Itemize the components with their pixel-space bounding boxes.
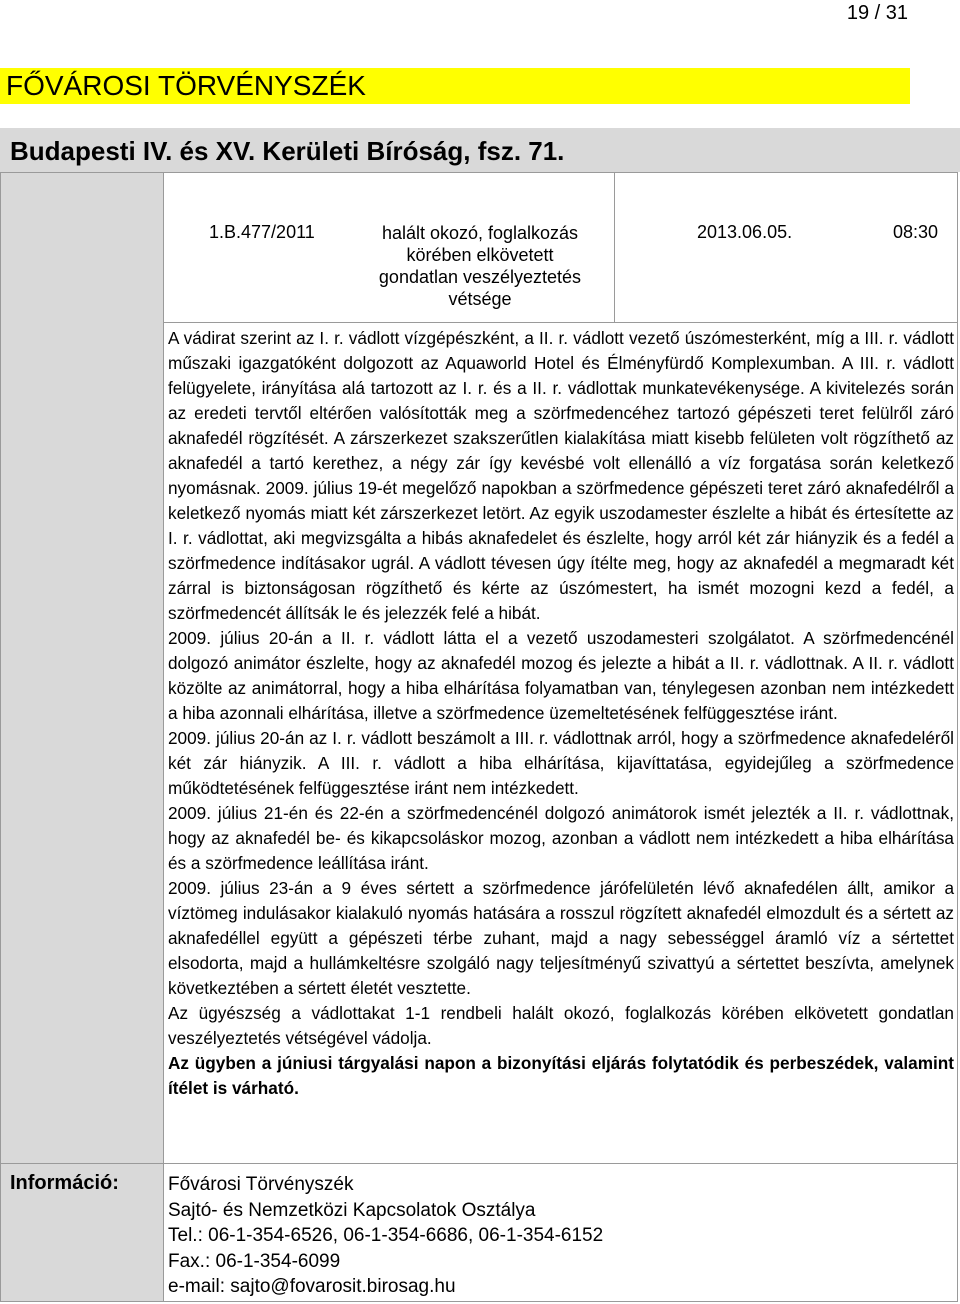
paragraph: 2009. július 20-án az I. r. vádlott beszámolt a III. r. vádlottnak arról, hogy a szörfmedence aknafedeléről két zár hiányzik. A III. r. vádlott a hiba elhárítása, kijavíttatása, egyidejűleg a szörfmedence működtetésének felfüggesztése iránt nem intézkedett. (168, 728, 954, 798)
paragraph: 2009. július 20-án a II. r. vádlott látta el a vezető uszodamesteri szolgálatot. A szörfmedencénél dolgozó animátor észlelte, hogy az aknafedél mozog és jelezte a hibát a II. r. vádlottnak. A II. r. vádlott közölte az animátorral, hogy a hiba elhárítása folyamatban van, ténylegesen azonban nem intézkedett a hiba azonnali elhárítása, illetve a szörfmedence üzemeltetésének felfüggesztése iránt. (168, 628, 954, 723)
info-label: Információ: (10, 1172, 119, 1194)
contact-block (168, 1172, 603, 1300)
hearing-date: 2013.06.05. (697, 222, 793, 242)
contact-org: Fővárosi Törvényszék (168, 1174, 354, 1195)
closing-statement: Az ügyben a júniusi tárgyalási napon a bizonyítási eljárás folytatódik és perbeszédek, valamint ítélet is várható. (168, 1053, 954, 1098)
case-table-divider (614, 172, 615, 322)
paragraph: Az ügyészség a vádlottakat 1-1 rendbeli halált okozó, foglalkozás körében elkövetett gondatlan veszélyeztetés vétségével vádolja. (168, 1003, 954, 1048)
paragraph: 2009. július 23-án a 9 éves sértett a szörfmedence járófelületén lévő aknafedélen állt, amikor a víztömeg indulásakor kialakuló nyomás hatására a rosszul rögzített aknafedél elmozdult és a sértett az aknafedéllel együtt a gépészeti térbe zuhant, majd a nagy sebességgel áramló víz a sértettet elsodorta, majd a hullámkeltésre szolgáló nagy teljesítményű szivattyú a sértettet beszívta, amelynek következtében a sértett életét vesztette. (168, 878, 954, 998)
hearing-time: 08:30 (893, 222, 939, 242)
paragraph: A vádirat szerint az I. r. vádlott vízgépészként, a II. r. vádlott vezető úszómesterként, míg a III. r. vádlott műszaki igazgatóként dolgozott az Aquaworld Hotel és Élményfürdő Komplexumban. A III. r. vádlott felügyelete, irányítása alá tartozott az I. r. és a II. r. vádlottak munkatevékenysége. A kivitelezés során az eredeti tervtől eltérően valósították meg a szörfmedencéhez tartozó gépészeti teret felülről záró aknafedél rögzítését. A zárszerkezet szakszerűtlen kialakítása miatt kisebb felületen volt rögzíthető az aknafedél a tartó kerethez, a négy zár így kevésbé volt ellenálló a víz forgatása során keletkező nyomásnak. 2009. július 19-ét megelőző napokban a szörfmedence gépészeti teret záró aknafedélről a keletkező nyomás miatt két zárszerkezet letört. Az egyik uszodamester észlelte a hibát és értesítette az I. r. vádlottat, aki megvizsgálta a hibás aknafedelet és észlelte, hogy arról két zár hiányzik és a fedél a szörfmedence indításakor ugrál. A vádlott tévesen úgy ítélte meg, hogy az aknafedél a megmaradt két zárral is biztonságosan rögzíthető és kérte az úszómestert, ha ismét mozogni kezd a fedél, a szörfmedencét állítsák le és jelezzék felé a hibát. (168, 328, 954, 623)
location-title: Budapesti IV. és XV. Kerületi Bíróság, fsz. 71. (10, 136, 565, 166)
contact-fax: Fax.: 06-1-354-6099 (168, 1250, 341, 1272)
paragraph: 2009. július 21-én és 22-én a szörfmedencénél dolgozó animátorok ismét jelezték a II. r. vádlottnak, hogy az aknafedél be- és kikapcsoláskor mozog, azonban a vádlott nem intézkedett a hiba elhárítása és a szörfmedence leállítása iránt. (168, 803, 954, 873)
info-row-rule (0, 1163, 958, 1164)
contact-phone: Tel.: 06-1-354-6526, 06-1-354-6686, 06-1-354-6152 (168, 1225, 604, 1247)
contact-department: Sajtó- és Nemzetközi Kapcsolatok Osztálya (168, 1199, 536, 1221)
court-title: FŐVÁROSI TÖRVÉNYSZÉK (6, 70, 366, 101)
case-header-rule (164, 322, 958, 323)
case-charge: halált okozó, foglalkozás körében elkövetett gondatlan veszélyeztetés vétsége (378, 223, 582, 309)
case-number: 1.B.477/2011 (209, 222, 315, 242)
page-number: 19 / 31 (846, 2, 908, 24)
case-description (168, 326, 954, 1101)
contact-email: e-mail: sajto@fovarosit.birosag.hu (168, 1276, 456, 1298)
